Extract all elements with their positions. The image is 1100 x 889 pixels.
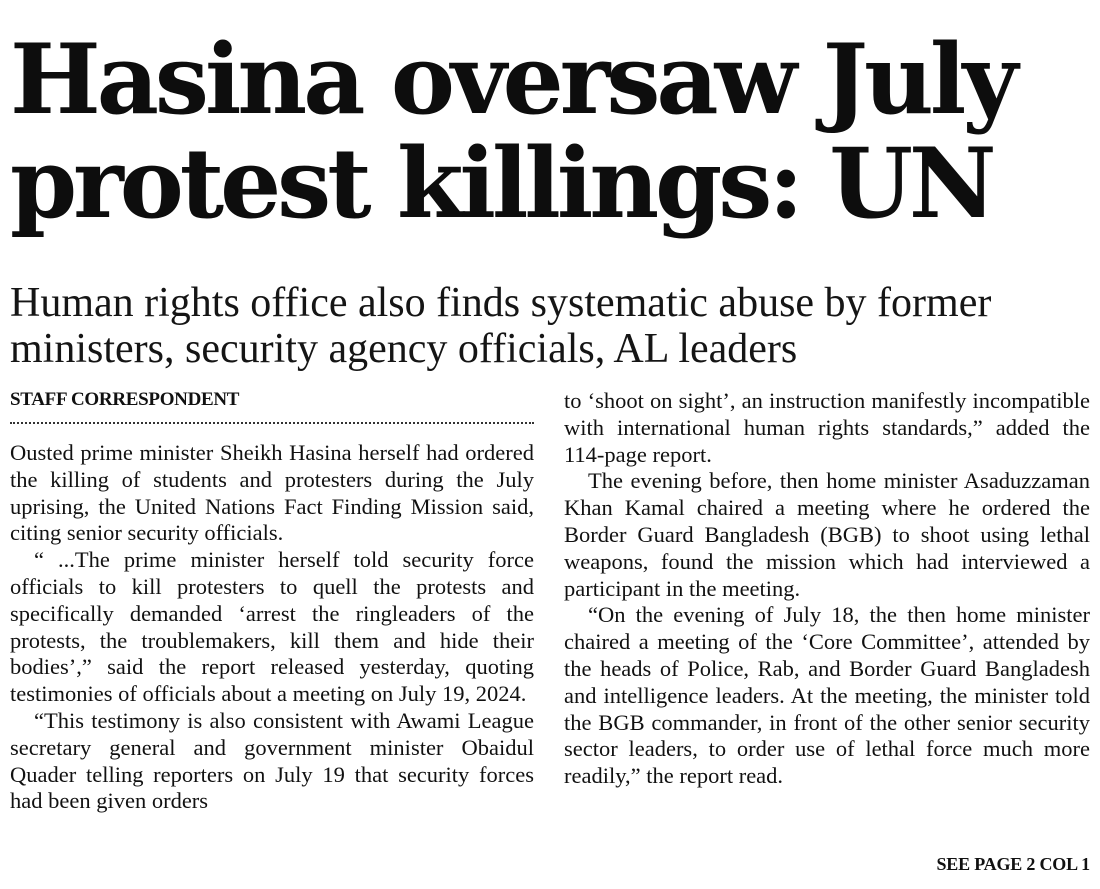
paragraph-5: “On the evening of July 18, the then home minister chaired a meeting of the ‘Core Committee’, attended by the heads of Police, Rab, and Border Guard Bangladesh and intelligence leaders. At the meeting, the minister told the BGB commander, in front of the other senior security sector leaders, to order use of lethal force much more readily,” the report read. [564,602,1090,789]
headline [10,23,1095,240]
article-column-left [10,440,534,815]
continued-on-page-label: SEE PAGE 2 COL 1 [936,854,1090,874]
paragraph-4: The evening before, then home minister Asaduzzaman Khan Kamal chaired a meeting where he ordered the Border Guard Bangladesh (BGB) to shoot using lethal weapons, found the mission which had interviewed a participant in the meeting. [564,468,1090,601]
paragraph-1: Ousted prime minister Sheikh Hasina herself had ordered the killing of students and protesters during the July uprising, the United Nations Fact Finding Mission said, citing senior security officials. [10,440,534,546]
article-column-right [564,388,1090,790]
headline-line-1: Hasina oversaw July [10,23,1015,136]
byline: STAFF CORRESPONDENT [10,388,534,424]
subheadline-line-1: Human rights office also finds systematic abuse by former [10,280,992,326]
paragraph-2: “ ...The prime minister herself told security force officials to kill protesters to quell the protests and specifically demanded ‘arrest the ringleaders of the protests, the troublemakers, kill them and hide their bodies’,” said the report released yesterday, quoting testimonies of officials about a meeting on July 19, 2024. [10,547,534,707]
paragraph-3: “This testimony is also consistent with Awami League secretary general and government minister Obaidul Quader telling reporters on July 19 that security forces had been given orders [10,707,534,814]
headline-line-2: protest killings: UN [10,127,993,240]
paragraph-3-continued: to ‘shoot on sight’, an instruction manifestly incompatible with international human rights standards,” added the 114-page report. [564,388,1090,467]
subheadline-line-2: ministers, security agency officials, AL leaders [10,326,798,372]
subheadline [10,280,1095,372]
